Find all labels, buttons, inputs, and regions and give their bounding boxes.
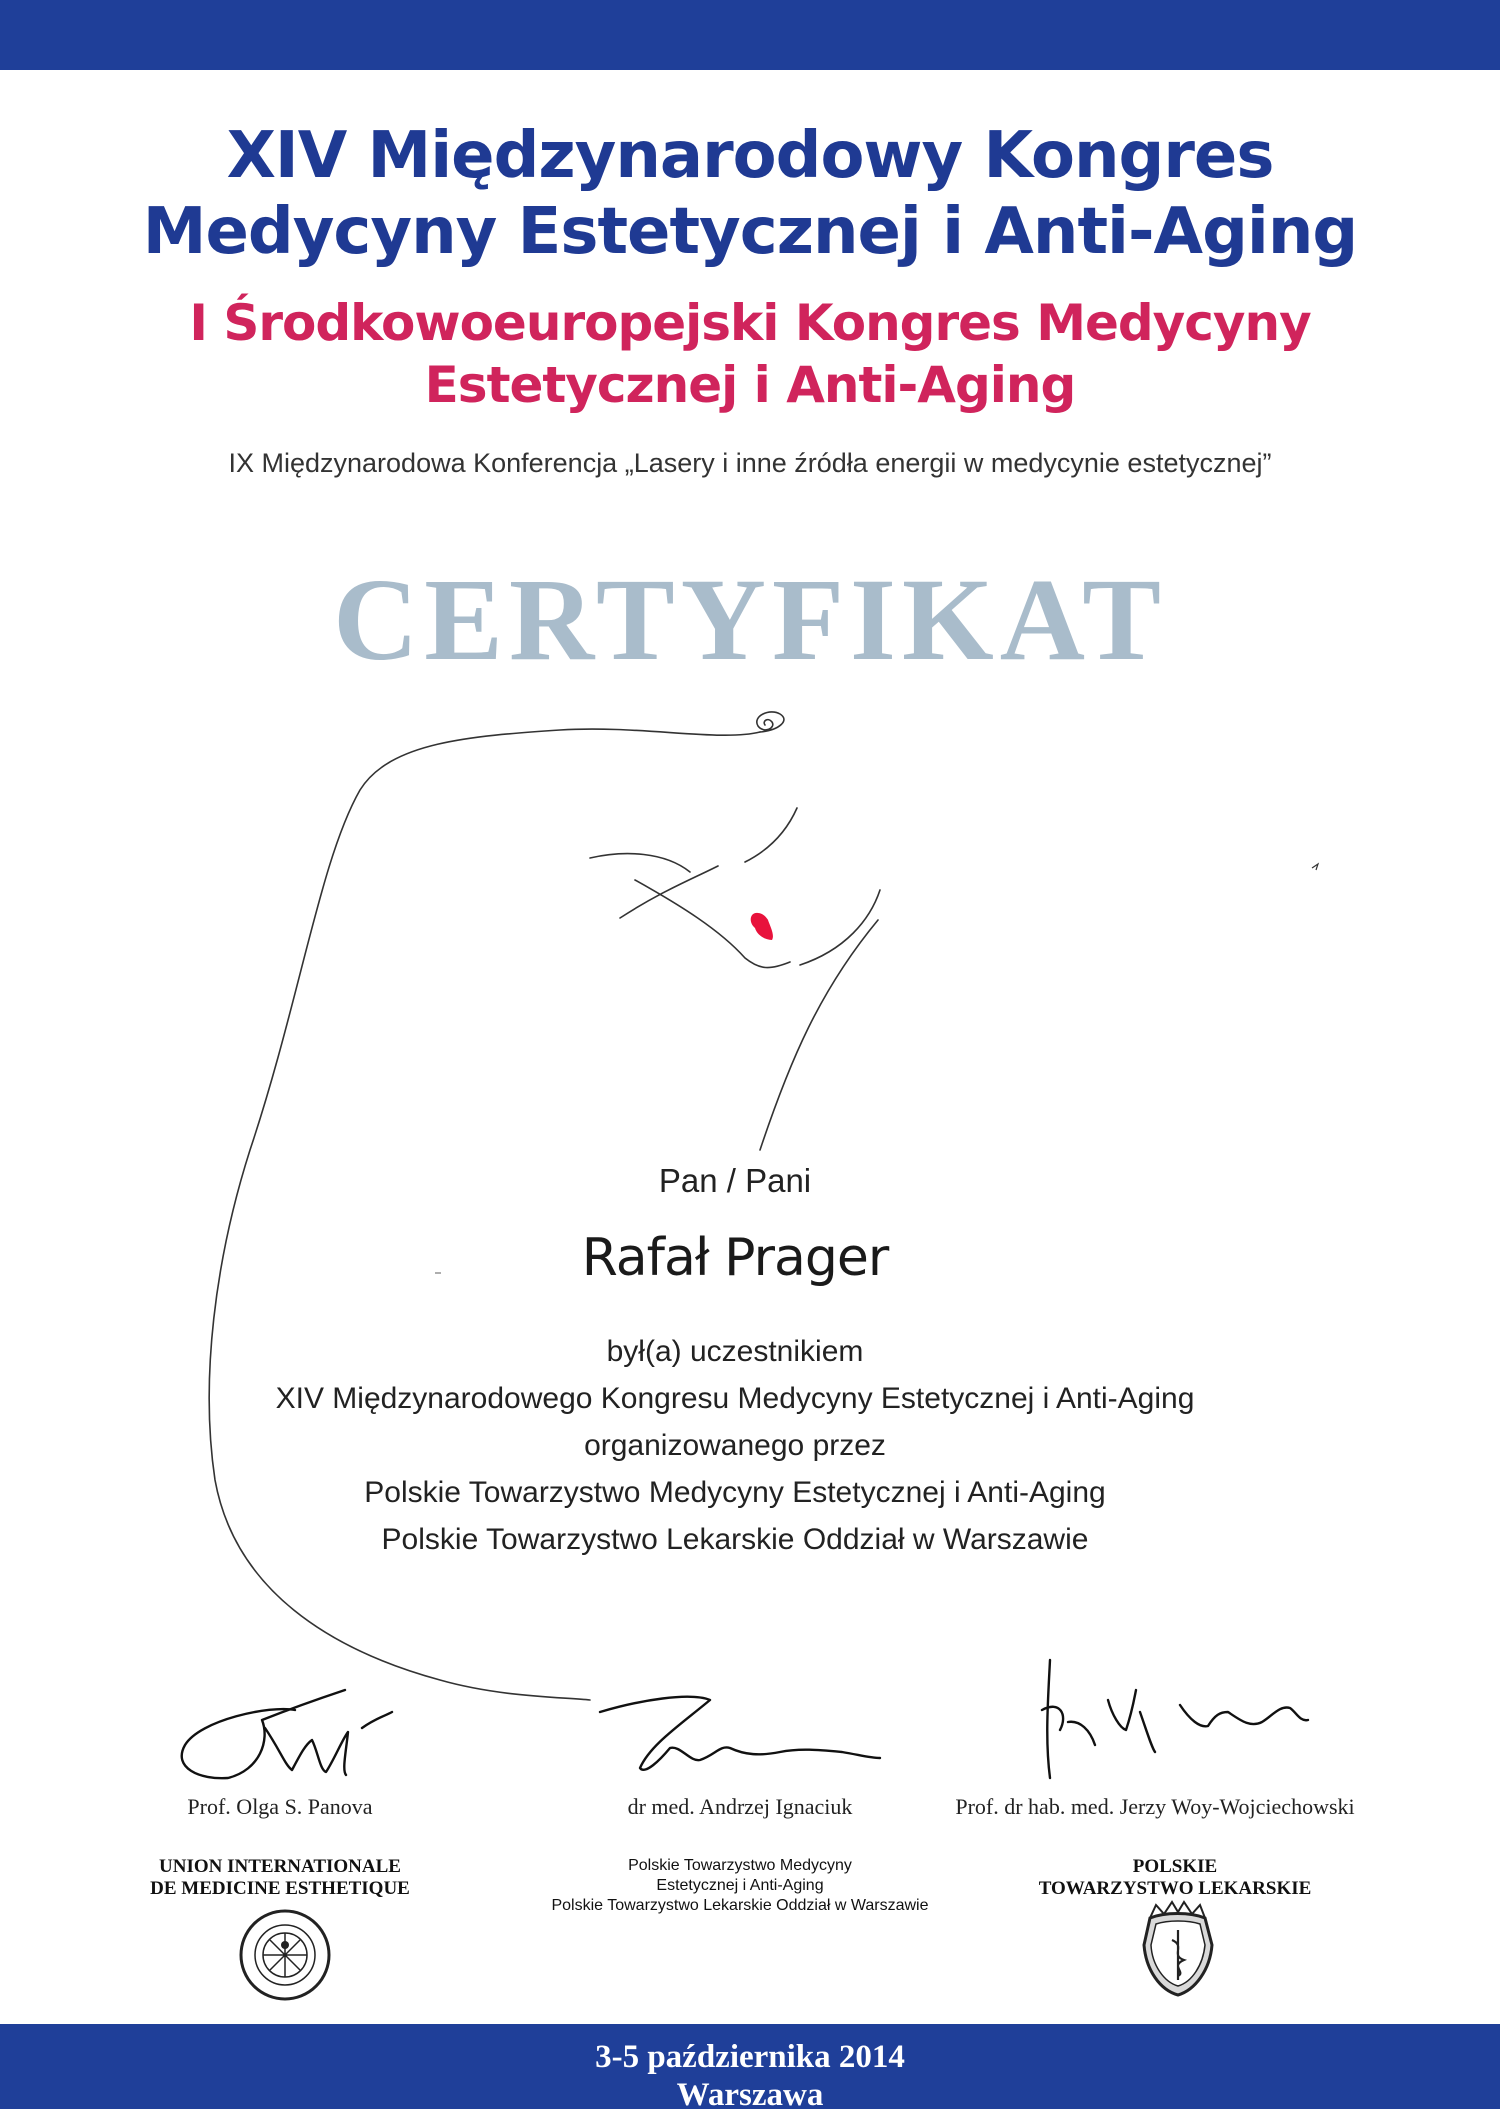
event-date: 3-5 października 2014 (595, 2039, 905, 2075)
uime-seal-icon (241, 1911, 329, 1999)
org-ptl-line-2: TOWARZYSTWO LEKARSKIE (1038, 1878, 1312, 1899)
congress-subtitle-line-2: Estetycznej i Anti-Aging (424, 356, 1076, 414)
statement-line-2: XIV Międzynarodowego Kongresu Medycyny Estetycznej i Anti-Aging (275, 1382, 1195, 1415)
signatory-3-name: Prof. dr hab. med. Jerzy Woy-Wojciechowski (955, 1794, 1355, 1819)
congress-title-line-1: XIV Międzynarodowy Kongres (226, 119, 1274, 193)
conference-title: IX Międzynarodowa Konferencja „Lasery i inne źródła energii w medycynie estetycznej” (228, 448, 1272, 478)
certificate-heading: CERTYFIKAT (333, 554, 1167, 685)
ptl-seal-icon (1144, 1902, 1212, 1995)
statement-line-4: Polskie Towarzystwo Medycyny Estetycznej i Anti-Aging (364, 1476, 1106, 1509)
bottom-color-band (0, 2024, 1500, 2113)
signatory-2-name: dr med. Andrzej Ignaciuk (627, 1794, 853, 1819)
org-ptl-line-1: POLSKIE (1132, 1856, 1218, 1877)
signatory-1-name: Prof. Olga S. Panova (187, 1794, 373, 1819)
statement-line-5: Polskie Towarzystwo Lekarskie Oddział w Warszawie (381, 1523, 1089, 1556)
org-ptmea-line-1: Polskie Towarzystwo Medycyny (628, 1857, 852, 1874)
event-city: Warszawa (676, 2077, 824, 2113)
statement-line-1: był(a) uczestnikiem (606, 1335, 864, 1368)
recipient-name: Rafał Prager (581, 1228, 889, 1288)
congress-title-line-2: Medycyny Estetycznej i Anti-Aging (142, 195, 1358, 269)
salutation: Pan / Pani (658, 1162, 812, 1199)
statement-line-3: organizowanego przez (584, 1429, 886, 1462)
org-uime-line-2: DE MEDICINE ESTHETIQUE (150, 1878, 410, 1899)
congress-subtitle-line-1: I Środkowoeuropejski Kongres Medycyny (189, 294, 1311, 352)
org-uime-line-1: UNION INTERNATIONALE (159, 1856, 401, 1877)
org-ptmea-line-3: Polskie Towarzystwo Lekarskie Oddział w Warszawie (551, 1897, 929, 1914)
org-ptmea-line-2: Estetycznej i Anti-Aging (656, 1877, 824, 1894)
